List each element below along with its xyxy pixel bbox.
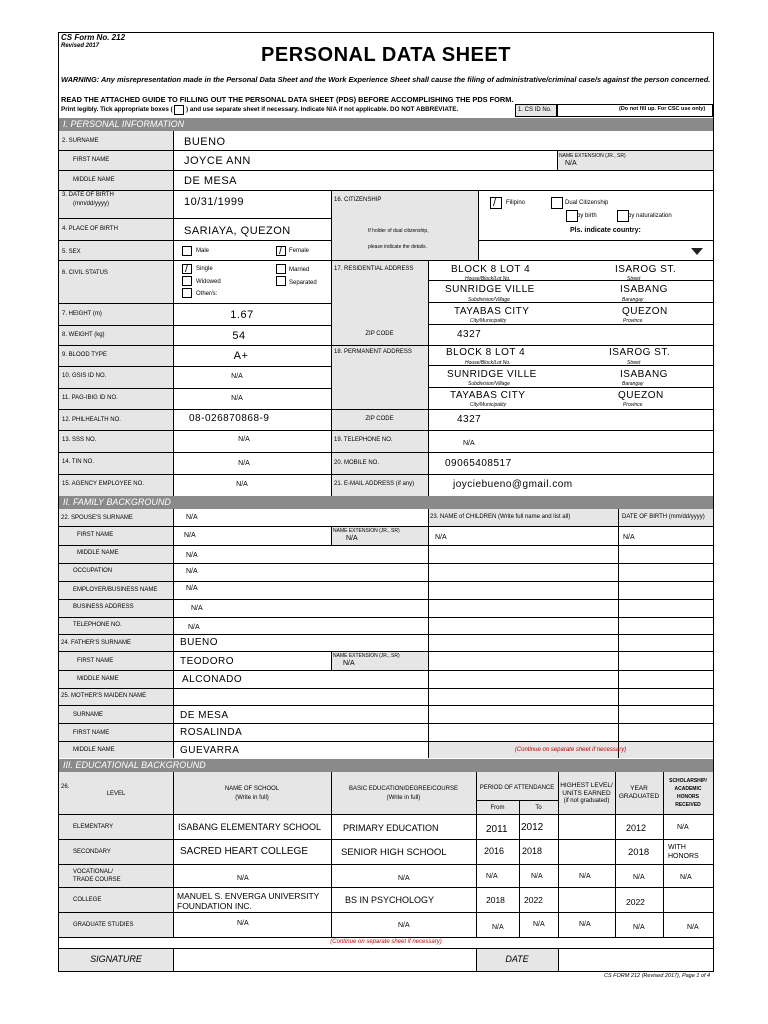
child-1-dob[interactable]: N/A bbox=[623, 534, 635, 541]
edu-course[interactable]: PRIMARY EDUCATION bbox=[343, 823, 439, 833]
dual-citizenship-checkbox[interactable] bbox=[551, 197, 563, 209]
col-to: To bbox=[535, 805, 542, 811]
name-extension-label: NAME EXTENSION (JR., SR) bbox=[559, 153, 626, 159]
tick-sample-box bbox=[174, 105, 184, 115]
perm-subdivision[interactable]: SUNRIDGE VILLE bbox=[447, 369, 537, 380]
edu-level: ELEMENTARY bbox=[73, 824, 114, 830]
spouse-surname-label: 22. SPOUSE'S SURNAME bbox=[61, 515, 133, 521]
tin-value[interactable]: N/A bbox=[238, 460, 250, 467]
separated-checkbox[interactable] bbox=[276, 276, 286, 286]
mother-middle-value[interactable]: GUEVARRA bbox=[180, 745, 240, 756]
perm-city-sublabel: City/Municipality bbox=[470, 402, 507, 408]
gsis-label: 10. GSIS ID NO. bbox=[62, 373, 107, 379]
col-highest-sub: (if not graduated) bbox=[563, 798, 610, 804]
edu-course[interactable]: N/A bbox=[398, 875, 410, 882]
mother-surname-label: SURNAME bbox=[73, 712, 104, 718]
blood-type-label: 9. BLOOD TYPE bbox=[62, 352, 107, 358]
edu-year[interactable]: N/A bbox=[633, 924, 645, 931]
perm-province[interactable]: QUEZON bbox=[618, 390, 664, 401]
form-reference: CS FORM 212 (Revised 2017), Page 1 of 4 bbox=[604, 973, 711, 979]
res-province[interactable]: QUEZON bbox=[622, 306, 668, 317]
male-label: Male bbox=[196, 248, 210, 254]
res-street[interactable]: ISAROG ST. bbox=[615, 264, 677, 275]
business-address-value[interactable]: N/A bbox=[191, 605, 203, 612]
date-field[interactable] bbox=[559, 949, 713, 971]
middle-name-value[interactable]: DE MESA bbox=[184, 175, 238, 187]
edu-school[interactable]: N/A bbox=[237, 875, 249, 882]
edu-highest[interactable]: N/A bbox=[579, 873, 591, 880]
col-highest: HIGHEST LEVEL/ UNITS EARNED bbox=[560, 782, 613, 797]
height-value[interactable]: 1.67 bbox=[230, 309, 254, 321]
cs-id-label: 1. CS ID No. bbox=[518, 107, 552, 113]
dob-format: (mm/dd/yyyy) bbox=[73, 201, 109, 207]
edu-school[interactable]: ISABANG ELEMENTARY SCHOOL bbox=[178, 822, 322, 832]
perm-street[interactable]: ISAROG ST. bbox=[609, 347, 671, 358]
sss-value[interactable]: N/A bbox=[238, 436, 250, 443]
country-dropdown[interactable] bbox=[690, 244, 704, 258]
spouse-middle-value[interactable]: N/A bbox=[186, 552, 198, 559]
edu-to[interactable]: 2012 bbox=[521, 822, 544, 833]
col-level: LEVEL bbox=[106, 791, 126, 797]
height-label: 7. HEIGHT (m) bbox=[62, 311, 102, 317]
edu-from[interactable]: N/A bbox=[492, 924, 504, 931]
pob-value[interactable]: SARIAYA, QUEZON bbox=[184, 225, 291, 237]
perm-zip-label: ZIP CODE bbox=[365, 416, 394, 422]
surname-value[interactable]: BUENO bbox=[184, 136, 226, 148]
section-personal-info: I. PERSONAL INFORMATION bbox=[59, 118, 713, 131]
others-label: Other/s: bbox=[196, 291, 218, 297]
col-course-sub: (Write in full) bbox=[386, 795, 421, 801]
res-subd-sublabel: Subdivision/Village bbox=[468, 297, 510, 303]
col-period: PERIOD OF ATTENDANCE bbox=[479, 785, 555, 791]
edu-year[interactable]: 2012 bbox=[626, 823, 647, 833]
edu-course[interactable]: SENIOR HIGH SCHOOL bbox=[341, 847, 447, 858]
gsis-value[interactable]: N/A bbox=[231, 373, 243, 380]
pob-label: 4. PLACE OF BIRTH bbox=[62, 226, 118, 232]
pagibig-value[interactable]: N/A bbox=[231, 395, 243, 402]
employer-label: EMPLOYER/BUSINESS NAME bbox=[73, 587, 158, 593]
father-first-label: FIRST NAME bbox=[77, 658, 114, 664]
mother-first-label: FIRST NAME bbox=[73, 730, 110, 736]
sex-label: 5. SEX bbox=[62, 249, 81, 255]
date-label: DATE bbox=[505, 954, 529, 964]
perm-subd-sublabel: Subdivision/Village bbox=[468, 381, 510, 387]
res-subdivision[interactable]: SUNRIDGE VILLE bbox=[445, 284, 535, 295]
telephone-label: 19. TELEPHONE NO. bbox=[334, 437, 393, 443]
res-barangay[interactable]: ISABANG bbox=[620, 284, 668, 295]
res-zip-label: ZIP CODE bbox=[365, 331, 394, 337]
spouse-telephone-label: TELEPHONE NO. bbox=[73, 622, 122, 628]
spouse-first-value[interactable]: N/A bbox=[184, 532, 196, 539]
edu-honors[interactable]: N/A bbox=[680, 874, 692, 881]
indicate-country-label: Pls. indicate country: bbox=[570, 227, 641, 234]
permanent-label: 18. PERMANENT ADDRESS bbox=[334, 349, 412, 355]
edu-year[interactable]: 2018 bbox=[628, 847, 650, 858]
edu-level: GRADUATE STUDIES bbox=[73, 922, 134, 928]
separated-label: Separated bbox=[289, 280, 317, 286]
col-honors: SCHOLARSHIP/ ACADEMIC HONORS RECEIVED bbox=[669, 778, 707, 808]
edu-level: VOCATIONAL/ TRADE COURSE bbox=[73, 869, 121, 883]
res-prov-sublabel: Province bbox=[623, 318, 643, 324]
female-label: Female bbox=[289, 248, 310, 254]
married-label: Married bbox=[289, 267, 310, 273]
res-city-sublabel: City/Municipality bbox=[470, 318, 507, 324]
edu-school[interactable]: N/A bbox=[237, 920, 249, 927]
middle-name-label: MIDDLE NAME bbox=[73, 177, 115, 183]
edu-from[interactable]: 2011 bbox=[486, 824, 508, 835]
edu-year[interactable]: N/A bbox=[633, 874, 645, 881]
father-surname-label: 24. FATHER'S SURNAME bbox=[61, 640, 132, 646]
widowed-checkbox[interactable] bbox=[182, 276, 192, 286]
first-name-value[interactable]: JOYCE ANN bbox=[184, 155, 251, 167]
spouse-surname-value[interactable]: N/A bbox=[186, 514, 198, 521]
page-title: PERSONAL DATA SHEET bbox=[261, 44, 511, 66]
signature-field[interactable] bbox=[174, 949, 476, 971]
edu-to[interactable]: N/A bbox=[533, 921, 545, 928]
caret-down-icon bbox=[690, 244, 704, 258]
married-checkbox[interactable] bbox=[276, 264, 286, 274]
perm-barangay[interactable]: ISABANG bbox=[620, 369, 668, 380]
weight-value[interactable]: 54 bbox=[232, 330, 246, 342]
spouse-telephone-value[interactable]: N/A bbox=[188, 624, 200, 631]
father-surname-value[interactable]: BUENO bbox=[180, 637, 219, 648]
edu-honors[interactable]: N/A bbox=[687, 924, 699, 931]
form-revision: Revised 2017 bbox=[61, 43, 100, 49]
perm-brgy-sublabel: Barangay bbox=[622, 381, 644, 387]
name-extension-value[interactable]: N/A bbox=[565, 160, 577, 167]
spouse-middle-label: MIDDLE NAME bbox=[77, 550, 119, 556]
res-city[interactable]: TAYABAS CITY bbox=[454, 306, 530, 317]
occupation-label: OCCUPATION bbox=[73, 568, 113, 574]
pagibig-label: 11. PAG-IBIG ID NO. bbox=[62, 395, 118, 401]
mother-maiden-label: 25. MOTHER'S MAIDEN NAME bbox=[61, 693, 147, 699]
edu-from[interactable]: 2018 bbox=[486, 895, 505, 905]
telephone-value[interactable]: N/A bbox=[463, 440, 475, 447]
single-check-mark: / bbox=[185, 263, 189, 275]
family-continue-note: (Continue on separate sheet if necessary) bbox=[514, 747, 627, 753]
edu-school[interactable]: MANUEL S. ENVERGA UNIVERSITY FOUNDATION INC. bbox=[177, 891, 320, 911]
filipino-check-mark: / bbox=[493, 197, 497, 209]
col-school: NAME OF SCHOOL bbox=[224, 786, 280, 792]
form-number: CS Form No. 212 bbox=[61, 33, 126, 42]
edu-level: COLLEGE bbox=[73, 897, 102, 903]
weight-label: 8. WEIGHT (kg) bbox=[62, 332, 105, 338]
dual-citizenship-label: Dual Citizenship bbox=[565, 200, 609, 206]
warning-text: WARNING: Any misrepresentation made in the Personal Data Sheet and the Work Experience Sheet shall cause the filing of administrative/criminal case/s against the person concerned. bbox=[61, 75, 711, 84]
edu-to[interactable]: 2018 bbox=[522, 846, 543, 856]
perm-street-sublabel: Street bbox=[627, 360, 641, 366]
mobile-value[interactable]: 09065408517 bbox=[445, 458, 512, 469]
edu-honors[interactable]: WITH HONORS bbox=[668, 844, 699, 860]
res-brgy-sublabel: Barangay bbox=[622, 297, 644, 303]
edu-year[interactable]: 2022 bbox=[626, 897, 645, 907]
first-name-label: FIRST NAME bbox=[73, 157, 110, 163]
perm-house[interactable]: BLOCK 8 LOT 4 bbox=[446, 347, 526, 358]
section-educational-background: III. EDUCATIONAL BACKGROUND bbox=[59, 759, 713, 772]
spouse-first-label: FIRST NAME bbox=[77, 532, 114, 538]
col-course: BASIC EDUCATION/DEGREE/COURSE bbox=[349, 786, 458, 792]
edu-school[interactable]: SACRED HEART COLLEGE bbox=[180, 846, 309, 857]
civil-status-label: 6. CIVIL STATUS bbox=[62, 270, 108, 276]
guide-text: READ THE ATTACHED GUIDE TO FILLING OUT THE PERSONAL DATA SHEET (PDS) BEFORE ACCOMPLISHING THE PDS FORM. bbox=[61, 95, 514, 104]
child-dob-label: DATE OF BIRTH (mm/dd/yyyy) bbox=[622, 514, 705, 520]
agency-label: 15. AGENCY EMPLOYEE NO. bbox=[62, 481, 144, 487]
email-label: 21. E-MAIL ADDRESS (if any) bbox=[334, 481, 415, 487]
edu-level: SECONDARY bbox=[73, 849, 111, 855]
dual-note-2: please indicate the details. bbox=[368, 244, 427, 250]
citizenship-label: 16. CITIZENSHIP bbox=[334, 197, 382, 203]
perm-prov-sublabel: Province bbox=[623, 402, 643, 408]
spouse-ext-label: NAME EXTENSION (JR., SR) bbox=[333, 528, 400, 534]
single-label: Single bbox=[196, 266, 213, 272]
col-school-sub: (Write in full) bbox=[235, 795, 269, 801]
by-birth-label: by birth bbox=[577, 213, 597, 219]
agency-value[interactable]: N/A bbox=[236, 481, 248, 488]
children-label: 23. NAME of CHILDREN (Write full name and list all) bbox=[430, 514, 571, 520]
dob-value[interactable]: 10/31/1999 bbox=[184, 196, 245, 208]
edu-highest[interactable]: N/A bbox=[579, 921, 591, 928]
tin-label: 14. TIN NO. bbox=[62, 459, 94, 465]
perm-city[interactable]: TAYABAS CITY bbox=[450, 390, 526, 401]
perm-house-sublabel: House/Block/Lot No. bbox=[465, 360, 511, 366]
mother-first-value[interactable]: ROSALINDA bbox=[180, 727, 243, 738]
male-checkbox[interactable] bbox=[182, 246, 192, 256]
filipino-label: Filipino bbox=[506, 200, 526, 206]
mother-surname-value[interactable]: DE MESA bbox=[180, 710, 229, 721]
col-from: From bbox=[490, 805, 505, 811]
col-year: YEAR GRADUATED bbox=[618, 785, 660, 800]
sss-label: 13. SSS NO. bbox=[62, 437, 97, 443]
spouse-ext-value[interactable]: N/A bbox=[346, 535, 358, 542]
dob-label: 3. DATE OF BIRTH bbox=[62, 192, 114, 198]
father-ext-value[interactable]: N/A bbox=[343, 660, 355, 667]
father-middle-label: MIDDLE NAME bbox=[77, 676, 119, 682]
philhealth-value[interactable]: 08-026870868-9 bbox=[189, 413, 270, 424]
mobile-label: 20. MOBILE NO. bbox=[334, 460, 380, 466]
cs-id-note: (Do not fill up. For CSC use only) bbox=[619, 106, 706, 112]
res-street-sublabel: Street bbox=[627, 276, 641, 282]
occupation-value[interactable]: N/A bbox=[186, 568, 198, 575]
email-value[interactable]: joyciebueno@gmail.com bbox=[453, 479, 573, 490]
edu-honors[interactable]: N/A bbox=[677, 824, 689, 831]
education-continue-note: (Continue on separate sheet if necessary) bbox=[330, 939, 442, 945]
employer-value[interactable]: N/A bbox=[186, 585, 198, 592]
mother-middle-label: MIDDLE NAME bbox=[73, 747, 115, 753]
others-checkbox[interactable] bbox=[182, 288, 192, 298]
surname-label: 2. SURNAME bbox=[62, 138, 99, 144]
res-house-sublabel: House/Block/Lot No. bbox=[465, 276, 511, 282]
res-house[interactable]: BLOCK 8 LOT 4 bbox=[451, 264, 531, 275]
business-address-label: BUSINESS ADDRESS bbox=[73, 604, 134, 610]
edu-to[interactable]: N/A bbox=[531, 873, 543, 880]
print-instruction-a: Print legibly. Tick appropriate boxes ( bbox=[61, 106, 173, 113]
child-1-name[interactable]: N/A bbox=[435, 534, 447, 541]
residential-label: 17. RESIDENTIAL ADDRESS bbox=[334, 266, 414, 272]
dual-note-1: If holder of dual citizenship, bbox=[368, 228, 429, 234]
perm-zip[interactable]: 4327 bbox=[457, 414, 482, 425]
print-instruction-b: ) and use separate sheet if necessary. Indicate N/A if not applicable. DO NOT ABBREVIATE. bbox=[186, 106, 459, 113]
section-family-background: II. FAMILY BACKGROUND bbox=[59, 496, 713, 509]
philhealth-label: 12. PHILHEALTH NO. bbox=[62, 417, 121, 423]
res-zip[interactable]: 4327 bbox=[457, 329, 482, 340]
female-check-mark: / bbox=[279, 245, 283, 257]
father-ext-label: NAME EXTENSION (JR., SR) bbox=[333, 653, 400, 659]
father-first-value[interactable]: TEODORO bbox=[180, 656, 235, 667]
signature-label: SIGNATURE bbox=[90, 954, 142, 964]
edu-course[interactable]: N/A bbox=[398, 922, 410, 929]
blood-type-value[interactable]: A+ bbox=[233, 350, 249, 362]
education-number: 26. bbox=[61, 784, 70, 790]
edu-from[interactable]: 2016 bbox=[484, 846, 505, 856]
widowed-label: Widowed bbox=[196, 279, 221, 285]
by-naturalization-label: by naturalization bbox=[628, 213, 672, 219]
father-middle-value[interactable]: ALCONADO bbox=[182, 674, 243, 685]
edu-from[interactable]: N/A bbox=[486, 873, 498, 880]
edu-to[interactable]: 2022 bbox=[524, 895, 543, 905]
edu-course[interactable]: BS IN PSYCHOLOGY bbox=[345, 895, 435, 905]
